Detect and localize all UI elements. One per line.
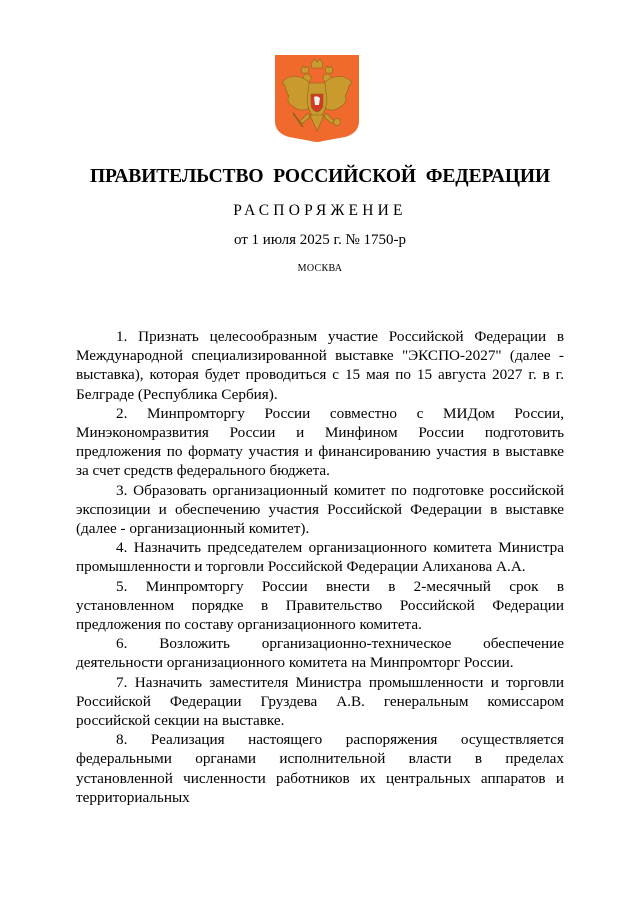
document-body — [76, 327, 564, 807]
russian-coat-of-arms-icon — [275, 55, 359, 143]
paragraph-4: 4. Назначить председателем организационного комитета Министра промышленности и торговли Российской Федерации Алиханова А.А. — [76, 539, 564, 576]
paragraph-3: 3. Образовать организационный комитет по подготовке российской экспозиции и обеспечению участия Российской Федерации в выставке (далее - организационный комитет). — [76, 481, 564, 538]
government-title: ПРАВИТЕЛЬСТВО РОССИЙСКОЙ ФЕДЕРАЦИИ — [89, 166, 551, 187]
paragraph-1: 1. Признать целесообразным участие Российской Федерации в Международной специализированной выставке "ЭКСПО-2027" (далее - выставка), которая будет проводиться с 15 мая по 15 августа 2027 г. в г. Белграде (Республика Сербия). — [76, 328, 564, 403]
document-type: РАСПОРЯЖЕНИЕ — [233, 202, 407, 219]
document-date-number: от 1 июля 2025 г. № 1750-р — [233, 232, 407, 248]
paragraph-8: 8. Реализация настоящего распоряжения осуществляется федеральными органами исполнительной власти в пределах установленной численности работников их центральных аппаратов и территориальных — [76, 731, 564, 806]
paragraph-7: 7. Назначить заместителя Министра промышленности и торговли Российской Федерации Груздева А.В. генеральным комиссаром российской секции на выставке. — [76, 673, 564, 730]
paragraph-2: 2. Минпромторгу России совместно с МИДом России, Минэкономразвития России и Минфином России подготовить предложения по формату участия и финансированию участия в выставке за счет средств федерального бюджета. — [76, 404, 564, 480]
paragraph-6: 6. Возложить организационно-техническое обеспечение деятельности организационного комитета на Минпромторг России. — [76, 635, 564, 672]
city-name: МОСКВА — [297, 263, 343, 274]
paragraph-5: 5. Минпромторгу России внести в 2-месячный срок в установленном порядке в Правительство Российской Федерации предложения по составу организационного комитета. — [76, 577, 564, 634]
